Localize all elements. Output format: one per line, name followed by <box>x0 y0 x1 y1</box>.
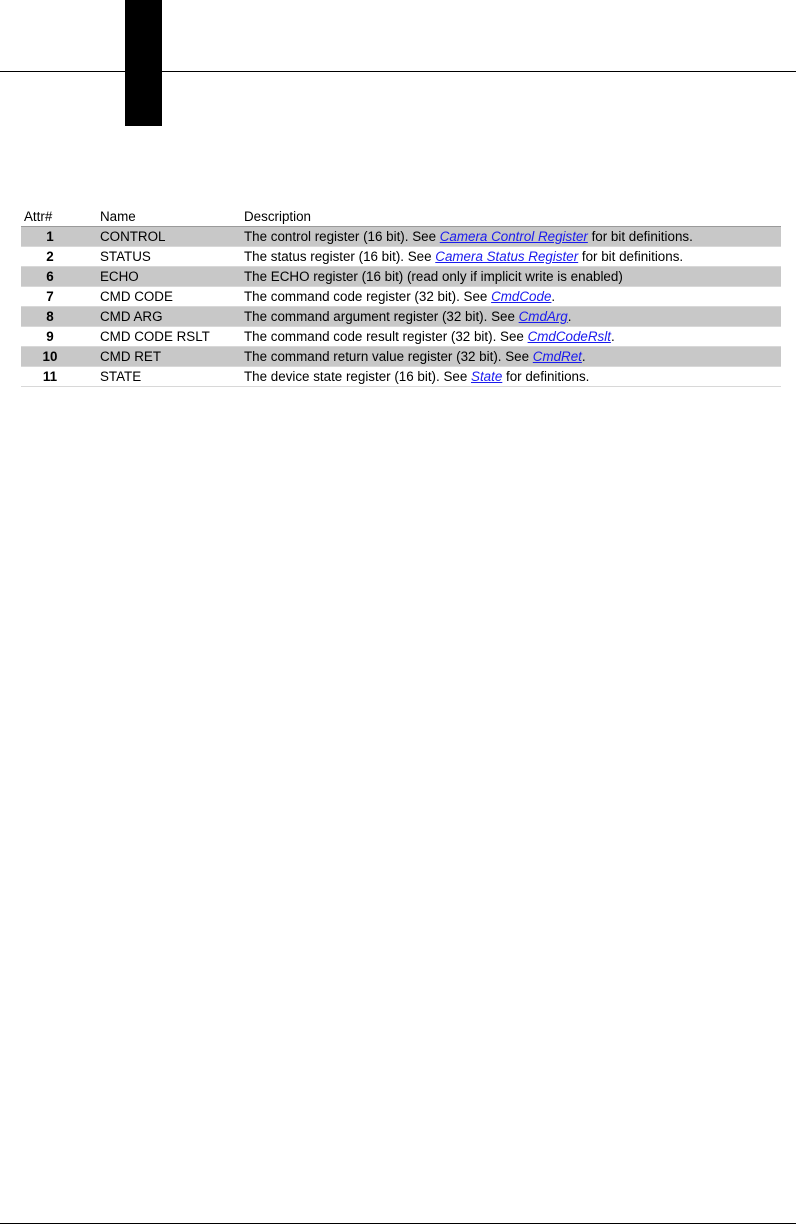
link-cmdcodersl[interactable]: CmdCodeRslt <box>527 329 611 344</box>
description-text: for definitions. <box>502 369 590 384</box>
header-rule <box>0 71 796 72</box>
table-row <box>21 287 781 307</box>
register-name: CMD CODE <box>97 287 241 307</box>
table-row <box>21 227 781 247</box>
link-state[interactable]: State <box>471 369 503 384</box>
description-text: . <box>567 309 572 324</box>
attr-number: 1 <box>21 227 97 247</box>
description-text: for bit definitions. <box>587 229 693 244</box>
table-row <box>21 267 781 287</box>
attr-number: 6 <box>21 267 97 287</box>
description-text: The ECHO register (16 bit) (read only if implicit write is enabled) <box>244 269 623 284</box>
description-text: for bit definitions. <box>578 249 684 264</box>
chapter-tab-marker <box>125 0 162 126</box>
footer-rule <box>0 1223 796 1224</box>
description-text: . <box>581 349 586 364</box>
register-name: CMD CODE RSLT <box>97 327 241 347</box>
link-cmdret[interactable]: CmdRet <box>532 349 582 364</box>
header-description: Description <box>241 206 781 227</box>
register-name: CMD ARG <box>97 307 241 327</box>
attr-number: 10 <box>21 347 97 367</box>
register-description <box>241 227 781 247</box>
description-text: The status register (16 bit). See <box>244 249 436 264</box>
attr-number: 7 <box>21 287 97 307</box>
register-name: CONTROL <box>97 227 241 247</box>
description-text: The control register (16 bit). See <box>244 229 440 244</box>
attr-number: 2 <box>21 247 97 267</box>
register-name: STATUS <box>97 247 241 267</box>
table-row <box>21 247 781 267</box>
register-description <box>241 367 781 387</box>
link-cmdcode[interactable]: CmdCode <box>491 289 552 304</box>
header-attr: Attr# <box>21 206 97 227</box>
table-row <box>21 367 781 387</box>
table-row <box>21 327 781 347</box>
table-row <box>21 307 781 327</box>
link-camera-status-register[interactable]: Camera Status Register <box>435 249 579 264</box>
description-text: The device state register (16 bit). See <box>244 369 472 384</box>
attr-number: 11 <box>21 367 97 387</box>
register-name: ECHO <box>97 267 241 287</box>
description-text: The command code register (32 bit). See <box>244 289 492 304</box>
description-text: . <box>551 289 556 304</box>
description-text: The command argument register (32 bit). See <box>244 309 519 324</box>
description-text: . <box>610 329 615 344</box>
register-description <box>241 287 781 307</box>
description-text: The command return value register (32 bit). See <box>244 349 533 364</box>
table-header-row <box>21 206 781 227</box>
description-text: The command code result register (32 bit). See <box>244 329 528 344</box>
register-description <box>241 267 781 287</box>
register-name: CMD RET <box>97 347 241 367</box>
register-attributes-table <box>21 206 781 387</box>
link-camera-control-register[interactable]: Camera Control Register <box>439 229 588 244</box>
register-description <box>241 327 781 347</box>
attr-number: 8 <box>21 307 97 327</box>
register-name: STATE <box>97 367 241 387</box>
header-name: Name <box>97 206 241 227</box>
attr-number: 9 <box>21 327 97 347</box>
register-description <box>241 247 781 267</box>
register-description <box>241 307 781 327</box>
table-row <box>21 347 781 367</box>
register-description <box>241 347 781 367</box>
link-cmdarg[interactable]: CmdArg <box>518 309 568 324</box>
